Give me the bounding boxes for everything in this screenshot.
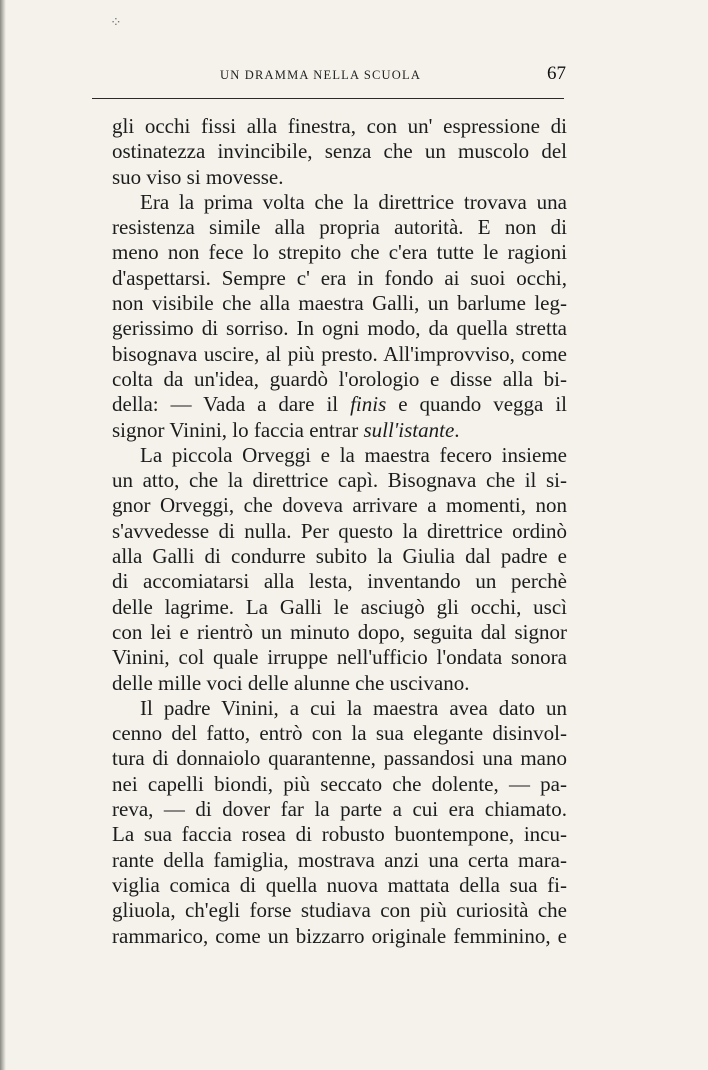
text-line: delle mille voci delle alunne che uscivano. (112, 670, 470, 695)
text-line: d'aspettarsi. Sempre c' era in fondo ai suoi occhi, (112, 265, 567, 290)
text-segment: e quando vegga il (386, 392, 567, 417)
italic-word: finis (350, 392, 387, 417)
text-line: con lei e rientrò un minuto dopo, seguita dal signor (112, 619, 567, 644)
text-line: gnor Orveggi, che doveva arrivare a momenti, non (112, 493, 567, 518)
text-line: La piccola Orveggi e la maestra fecero insieme (140, 442, 567, 467)
text-line: suo viso si movesse. (112, 164, 284, 189)
text-line: di accomiatarsi alla lesta, inventando un perchè (112, 569, 567, 594)
text-line: Il padre Vinini, a cui la maestra avea dato un (140, 695, 567, 720)
text-line: delle lagrime. La Galli le asciugò gli occhi, uscì (112, 594, 567, 619)
text-segment: signor Vinini, lo faccia entrar (112, 417, 364, 442)
text-line: meno non fece lo strepito che c'era tutte le ragioni (112, 240, 567, 265)
text-line: alla Galli di condurre subito la Giulia dal padre e (112, 544, 567, 569)
page-number: 67 (547, 63, 566, 84)
text-line: cenno del fatto, entrò con la sua elegante disinvol- (112, 721, 567, 746)
header-rule (92, 98, 564, 99)
text-line: un atto, che la direttrice capì. Bisognava che il si- (112, 468, 567, 493)
text-line: ostinatezza invincibile, senza che un muscolo del (112, 139, 567, 164)
text-line: viglia comica di quella nuova mattata della sua fi- (112, 872, 567, 897)
text-line: nei capelli biondi, più seccato che dolente, — pa- (112, 771, 567, 796)
text-line: gli occhi fissi alla finestra, con un' espressione di (112, 114, 567, 138)
text-line: non visibile che alla maestra Galli, un barlume leg- (112, 291, 567, 316)
text-line: bisognava uscire, al più presto. All'improvviso, come (112, 341, 567, 366)
text-line: Vinini, col quale irruppe nell'ufficio l'ondata sonora (112, 645, 567, 670)
text-line: rante della famiglia, mostrava anzi una certa mara- (112, 847, 567, 872)
text-segment: . (454, 417, 460, 442)
text-line: tura di donnaiolo quarantenne, passandosi una mano (112, 746, 567, 771)
text-line: reva, — di dover far la parte a cui era chiamato. (112, 797, 567, 822)
text-line: La sua faccia rosea di robusto buontempone, incu- (112, 822, 567, 847)
page-header (166, 62, 568, 88)
text-line-with-italic (112, 392, 567, 417)
text-line: Era la prima volta che la direttrice trovava una (140, 189, 567, 214)
text-line: resistenza simile alla propria autorità. E non di (112, 215, 567, 240)
body-text (112, 114, 567, 949)
text-line: s'avvedesse di nulla. Per questo la direttrice ordinò (112, 518, 567, 543)
page-gutter-shadow (0, 0, 6, 1070)
text-line: gliuola, ch'egli forse studiava con più curiosità che (112, 898, 567, 923)
text-line: colta da un'idea, guardò l'orologio e disse alla bi- (112, 366, 567, 391)
running-head: UN DRAMMA NELLA SCUOLA (220, 68, 422, 82)
text-line-with-italic (112, 418, 567, 443)
text-line: gerissimo di sorriso. In ogni modo, da quella stretta (112, 316, 567, 341)
italic-word: sull'istante (363, 417, 455, 442)
text-line: rammarico, come un bizzarro originale femminino, e (112, 923, 567, 948)
text-segment: della: — Vada a dare il (112, 392, 351, 417)
print-speck-mark: ⁘ (110, 15, 122, 31)
